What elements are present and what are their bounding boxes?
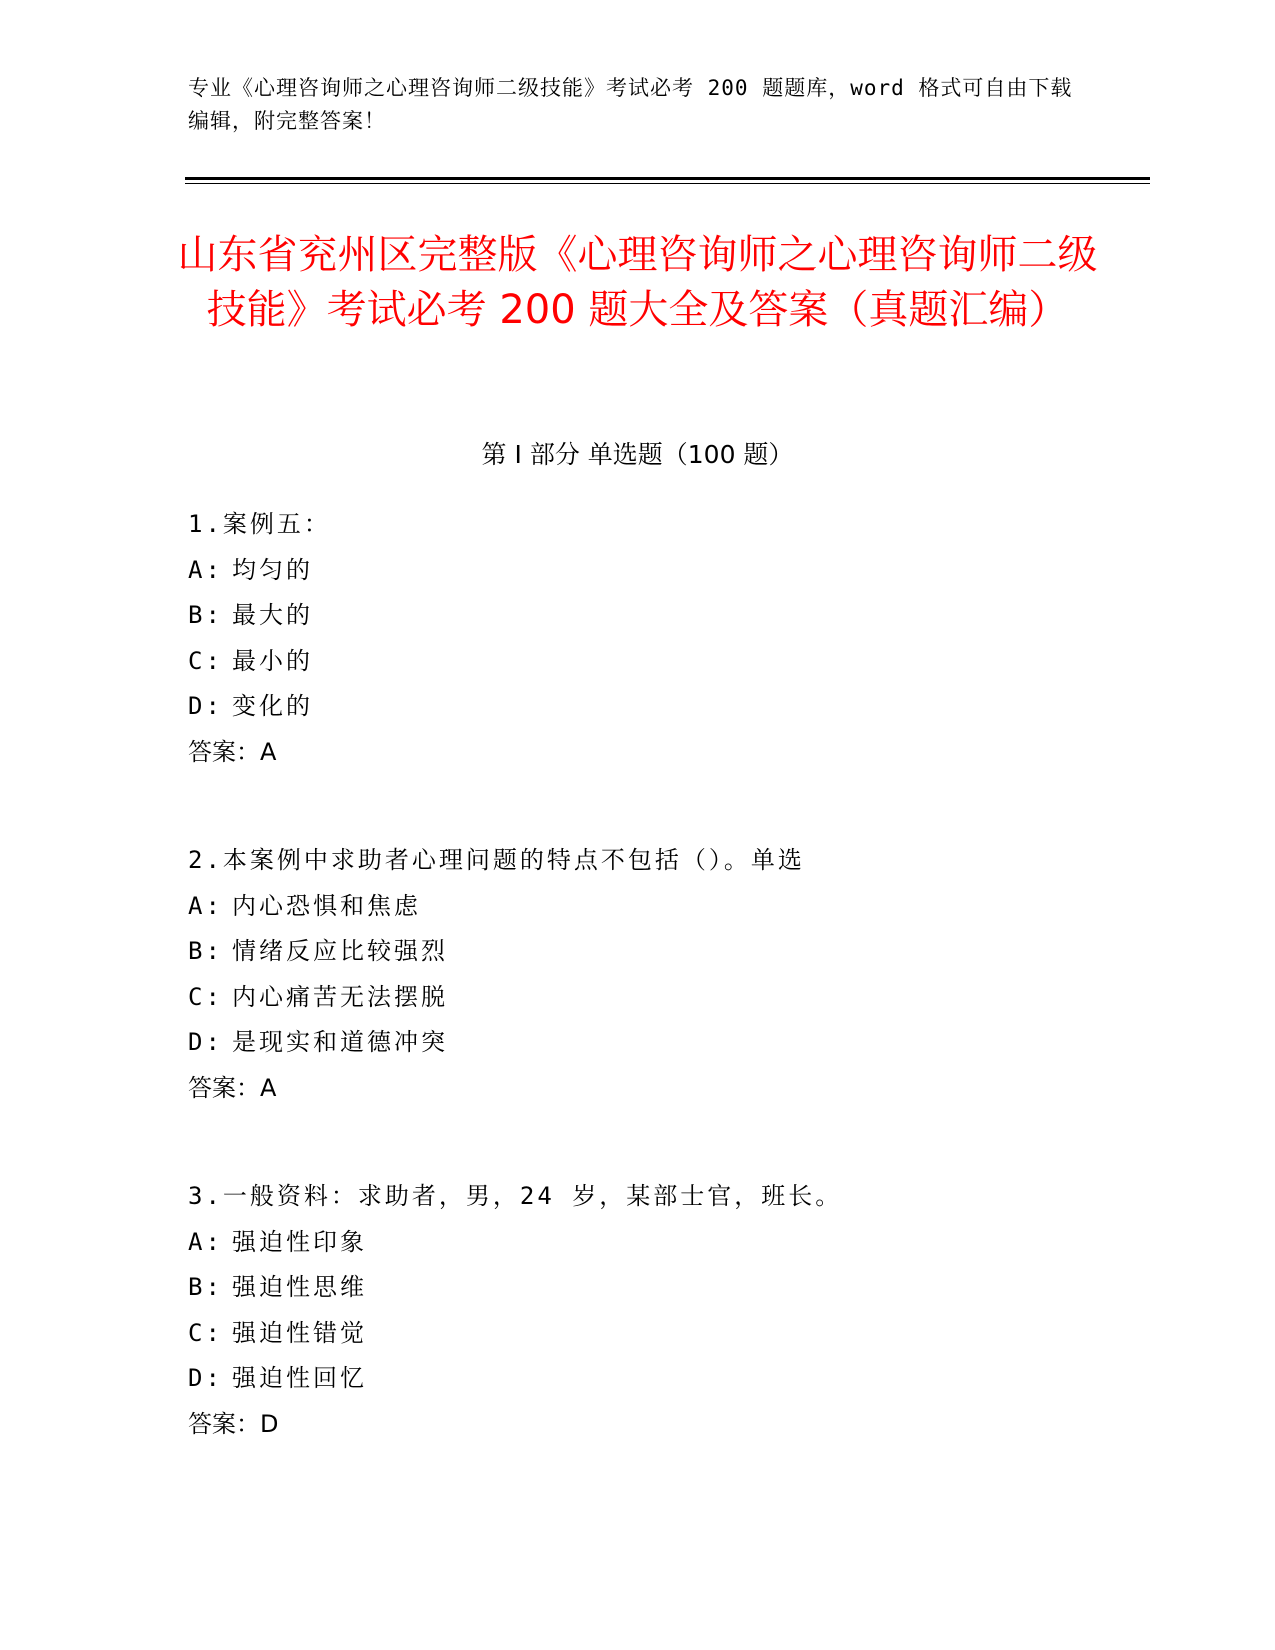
option-d xyxy=(188,1356,1138,1402)
option-d xyxy=(188,1020,1138,1066)
option-a xyxy=(188,884,1138,930)
option-key: D: xyxy=(188,1364,223,1392)
question-2 xyxy=(188,838,1138,1111)
option-c xyxy=(188,639,1138,685)
option-key: A: xyxy=(188,555,223,584)
option-text: 内心痛苦无法摆脱 xyxy=(232,982,448,1011)
option-text: 均匀的 xyxy=(232,555,313,584)
answer: 答案：A xyxy=(188,737,277,766)
option-d xyxy=(188,684,1138,730)
section-heading: 第 I 部分 单选题（100 题） xyxy=(481,440,794,469)
option-key: C: xyxy=(188,1318,223,1347)
question-stem: 2.本案例中求助者心理问题的特点不包括（）。单选 xyxy=(188,846,805,874)
question-stem: 1.案例五： xyxy=(188,510,331,538)
option-text: 最小的 xyxy=(232,646,313,675)
option-text: 是现实和道德冲突 xyxy=(232,1028,448,1056)
option-key: B: xyxy=(188,1273,223,1301)
option-key: A: xyxy=(188,1227,223,1256)
option-text: 情绪反应比较强烈 xyxy=(232,937,448,965)
header-divider-thick xyxy=(185,177,1150,180)
option-key: D: xyxy=(188,1028,223,1056)
option-text: 内心恐惧和焦虑 xyxy=(232,891,421,920)
option-key: A: xyxy=(188,891,223,920)
document-title: 山东省兖州区完整版《心理咨询师之心理咨询师二级技能》考试必考 200 题大全及答案（真题汇编） xyxy=(177,232,1098,333)
question-1 xyxy=(188,502,1138,775)
header-note: 专业《心理咨询师之心理咨询师二级技能》考试必考 200 题题库，word 格式可自由下载编辑，附完整答案！ xyxy=(188,76,1073,133)
option-b xyxy=(188,929,1138,975)
answer: 答案：A xyxy=(188,1073,277,1102)
option-key: C: xyxy=(188,646,223,675)
option-b xyxy=(188,593,1138,639)
option-text: 强迫性回忆 xyxy=(232,1364,367,1392)
option-text: 强迫性思维 xyxy=(232,1273,367,1301)
option-b xyxy=(188,1265,1138,1311)
option-text: 强迫性印象 xyxy=(232,1227,367,1256)
question-stem: 3.一般资料：求助者，男，24 岁，某部士官，班长。 xyxy=(188,1182,843,1210)
answer: 答案：D xyxy=(188,1409,279,1438)
question-3 xyxy=(188,1174,1138,1447)
option-a xyxy=(188,548,1138,594)
option-key: B: xyxy=(188,601,223,629)
option-text: 最大的 xyxy=(232,601,313,629)
option-a xyxy=(188,1220,1138,1266)
header-divider-thin xyxy=(185,183,1150,184)
option-key: B: xyxy=(188,937,223,965)
option-key: C: xyxy=(188,982,223,1011)
option-c xyxy=(188,1311,1138,1357)
option-key: D: xyxy=(188,692,223,720)
option-text: 变化的 xyxy=(232,692,313,720)
option-c xyxy=(188,975,1138,1021)
option-text: 强迫性错觉 xyxy=(232,1318,367,1347)
